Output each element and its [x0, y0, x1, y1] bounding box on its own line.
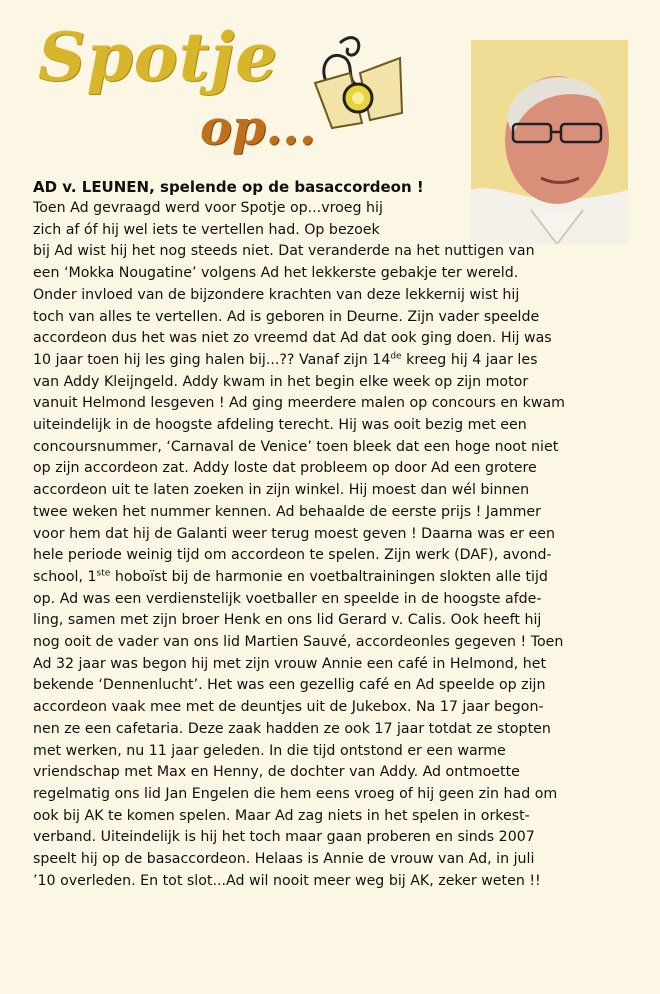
body-line-with-superscript: [33, 350, 633, 372]
body-line: op zijn accordeon zat. Addy loste dat probleem op door Ad een grotere: [33, 460, 537, 477]
body-line: accordeon dus het was niet zo vreemd dat Ad dat ook ging doen. Hij was: [33, 330, 552, 347]
title-spotje: Spotje: [38, 18, 279, 96]
body-line: op. Ad was een verdienstelijk voetballer en speelde in de hoogste afde-: [33, 590, 542, 607]
title-block: [0, 0, 470, 180]
body-line: nen ze een cafetaria. Deze zaak hadden ze ook 17 jaar totdat ze stopten: [33, 720, 551, 737]
body-line: verband. Uiteindelijk is hij het toch maar gaan proberen en sinds 2007: [33, 829, 535, 846]
body-line: vanuit Helmond lesgeven ! Ad ging meerdere malen op concours en kwam: [33, 395, 565, 412]
body-line: bekende ‘Dennenlucht’. Het was een gezellig café en Ad speelde op zijn: [33, 677, 546, 694]
body-line-start: 10 jaar toen hij les ging halen bij...?? Vanaf zijn 14: [33, 351, 391, 368]
body-line: regelmatig ons lid Jan Engelen die hem eens vroeg of hij geen zin had om: [33, 785, 558, 802]
body-line-start: school, 1: [33, 568, 97, 585]
body-line-end: hoboïst bij de harmonie en voetbaltrainingen slokten alle tijd: [110, 568, 548, 585]
body-line: voor hem dat hij de Galanti weer terug moest geven ! Daarna was er een: [33, 525, 555, 542]
article-headline: AD v. LEUNEN, spelende op de basaccordeon !: [33, 178, 424, 196]
body-line: twee weken het nummer kennen. Ad behaalde de eerste prijs ! Jammer: [33, 503, 541, 520]
body-line: concoursnummer, ‘Carnaval de Venice’ toen bleek dat een hoge noot niet: [33, 438, 559, 455]
superscript-ste: ste: [96, 568, 111, 579]
body-line: vriendschap met Max en Henny, de dochter van Addy. Ad ontmoette: [33, 764, 520, 781]
body-line: hele periode weinig tijd om accordeon te spelen. Zijn werk (DAF), avond-: [33, 547, 552, 564]
body-line: ling, samen met zijn broer Henk en ons lid Gerard v. Calis. Ook heeft hij: [33, 612, 542, 629]
body-line: speelt hij op de basaccordeon. Helaas is Annie de vrouw van Ad, in juli: [33, 851, 535, 868]
body-line-end: kreeg hij 4 jaar les: [401, 351, 538, 368]
body-line: Ad 32 jaar was begon hij met zijn vrouw Annie een café in Helmond, het: [33, 655, 547, 672]
body-line: een ‘Mokka Nougatine’ volgens Ad het lekkerste gebakje ter wereld.: [33, 265, 519, 282]
superscript-de: de: [390, 351, 402, 362]
spotlight-icon: [300, 28, 410, 138]
body-line: accordeon uit te laten zoeken in zijn winkel. Hij moest dan wél binnen: [33, 482, 530, 499]
title-op: op...: [200, 100, 316, 156]
body-line: uiteindelijk in de hoogste afdeling terecht. Hij was ooit bezig met een: [33, 417, 527, 434]
body-line: toch van alles te vertellen. Ad is geboren in Deurne. Zijn vader speelde: [33, 308, 540, 325]
body-line: van Addy Kleijngeld. Addy kwam in het begin elke week op zijn motor: [33, 373, 529, 390]
body-line: Toen Ad gevraagd werd voor Spotje op...vroeg hij: [33, 200, 383, 216]
body-line: ’10 overleden. En tot slot...Ad wil nooit meer weg bij AK, zeker weten !!: [33, 872, 541, 889]
body-line: Onder invloed van de bijzondere krachten van deze lekkernij wist hij: [33, 286, 520, 303]
body-line: zich af óf hij wel iets te vertellen had. Op bezoek: [33, 221, 380, 238]
body-line: ook bij AK te komen spelen. Maar Ad zag niets in het spelen in orkest-: [33, 807, 530, 824]
body-line-with-superscript: [33, 567, 633, 589]
body-line: met werken, nu 11 jaar geleden. In die tijd ontstond er een warme: [33, 742, 506, 759]
body-line: bij Ad wist hij het nog steeds niet. Dat veranderde na het nuttigen van: [33, 243, 535, 260]
body-line: nog ooit de vader van ons lid Martien Sauvé, accordeonles gegeven ! Toen: [33, 634, 564, 651]
body-line: accordeon vaak mee met de deuntjes uit de Jukebox. Na 17 jaar begon-: [33, 699, 544, 716]
article-body: [33, 198, 633, 893]
